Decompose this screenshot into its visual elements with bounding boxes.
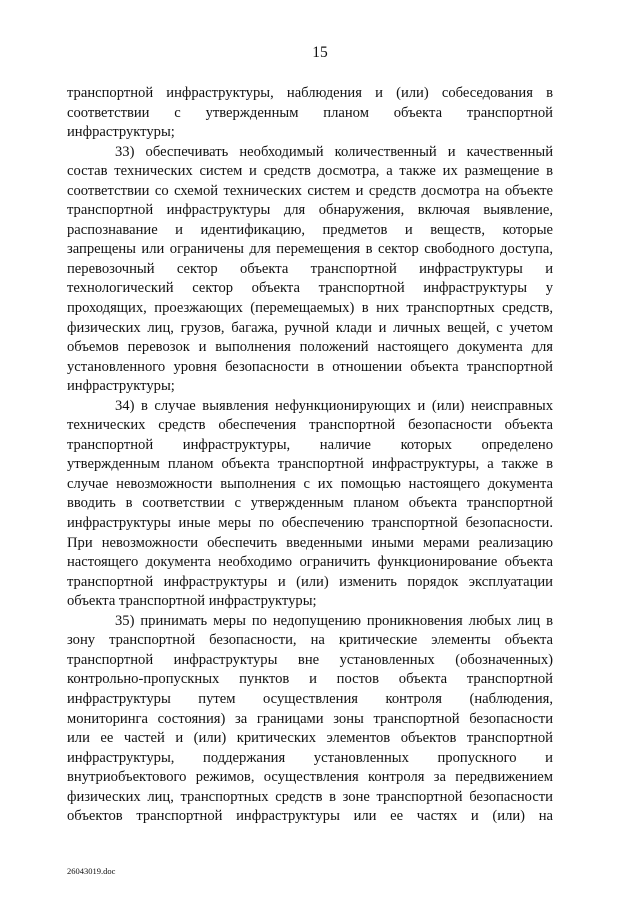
text-line: инфраструктуры; [67,378,175,395]
text-line: мониторинга состояния) за границами зоны транспортной безопасности [67,710,553,727]
document-body [67,84,553,827]
text-line: внутриобъектового режимов, осуществления контроля за передвижением [67,769,553,786]
text-line: перевозочный сектор объекта транспортной инфраструктуры и [67,260,553,277]
text-line: состав технических систем и средств досмотра, а также их размещение в [67,163,553,180]
text-line: соответствии с утвержденным планом объекта транспортной [67,104,553,121]
text-line: утвержденным планом объекта транспортной инфраструктуры, а также в [67,456,553,473]
text-line: При невозможности обеспечить введенными иными мерами реализацию [67,534,553,551]
text-line: физических лиц, грузов, багажа, ручной клади и личных вещей, с учетом [67,319,553,336]
text-line: 35) принимать меры по недопущению проникновения любых лиц в [115,612,553,629]
document-file-reference: 26043019.doc [67,866,116,876]
text-line: настоящего документа необходимо ограничить функционирование объекта [67,554,553,571]
text-line: объекта транспортной инфраструктуры; [67,593,317,610]
text-line: объемов перевозок и выполнения положений настоящего документа для [67,339,553,356]
text-line: запрещены или ограничены для перемещения в сектор свободного доступа, [67,241,553,258]
text-line: транспортной инфраструктуры вне установленных (обозначенных) [67,651,553,668]
text-line: 34) в случае выявления нефункционирующих и (или) неисправных [115,397,553,414]
text-line: вводить в соответствии с утвержденным планом объекта транспортной [67,495,553,512]
text-line: объектов транспортной инфраструктуры или ее частях и (или) на [67,808,553,825]
text-line: инфраструктуры, поддержания установленных пропускного и [67,749,553,766]
text-line: инфраструктуры; [67,124,175,141]
text-line: распознавание и идентификацию, предметов и веществ, которые [67,221,553,238]
text-line: контрольно-пропускных пунктов и постов объекта транспортной [67,671,553,688]
text-line: установленного уровня безопасности в отношении объекта транспортной [67,358,553,375]
text-line: транспортной инфраструктуры для обнаружения, включая выявление, [67,202,553,219]
text-line: соответствии со схемой технических систем и средств досмотра на объекте [67,182,553,199]
page-number: 15 [312,44,328,61]
text-line: физических лиц, транспортных средств в зоне транспортной безопасности [67,788,553,805]
text-line: 33) обеспечивать необходимый количественный и качественный [115,143,553,160]
text-line: инфраструктуры путем осуществления контроля (наблюдения, [67,690,553,707]
text-line: инфраструктуры иные меры по обеспечению транспортной безопасности. [67,515,553,532]
text-line: транспортной инфраструктуры и (или) изменить порядок эксплуатации [67,573,553,590]
text-line: зону транспортной безопасности, на критические элементы объекта [67,632,553,649]
text-line: или ее частей и (или) критических элементов объектов транспортной [67,730,553,747]
text-line: транспортной инфраструктуры, наблюдения и (или) собеседования в [67,85,553,101]
text-line: технологический сектор объекта транспортной инфраструктуры у [67,280,553,297]
text-line: случае невозможности выполнения с их помощью настоящего документа [67,475,553,492]
text-line: транспортной инфраструктуры, наличие которых определено [67,436,553,453]
text-line: технических средств обеспечения транспортной безопасности объекта [67,417,553,434]
text-line: проходящих, проезжающих (перемещаемых) в них транспортных средств, [67,300,553,317]
